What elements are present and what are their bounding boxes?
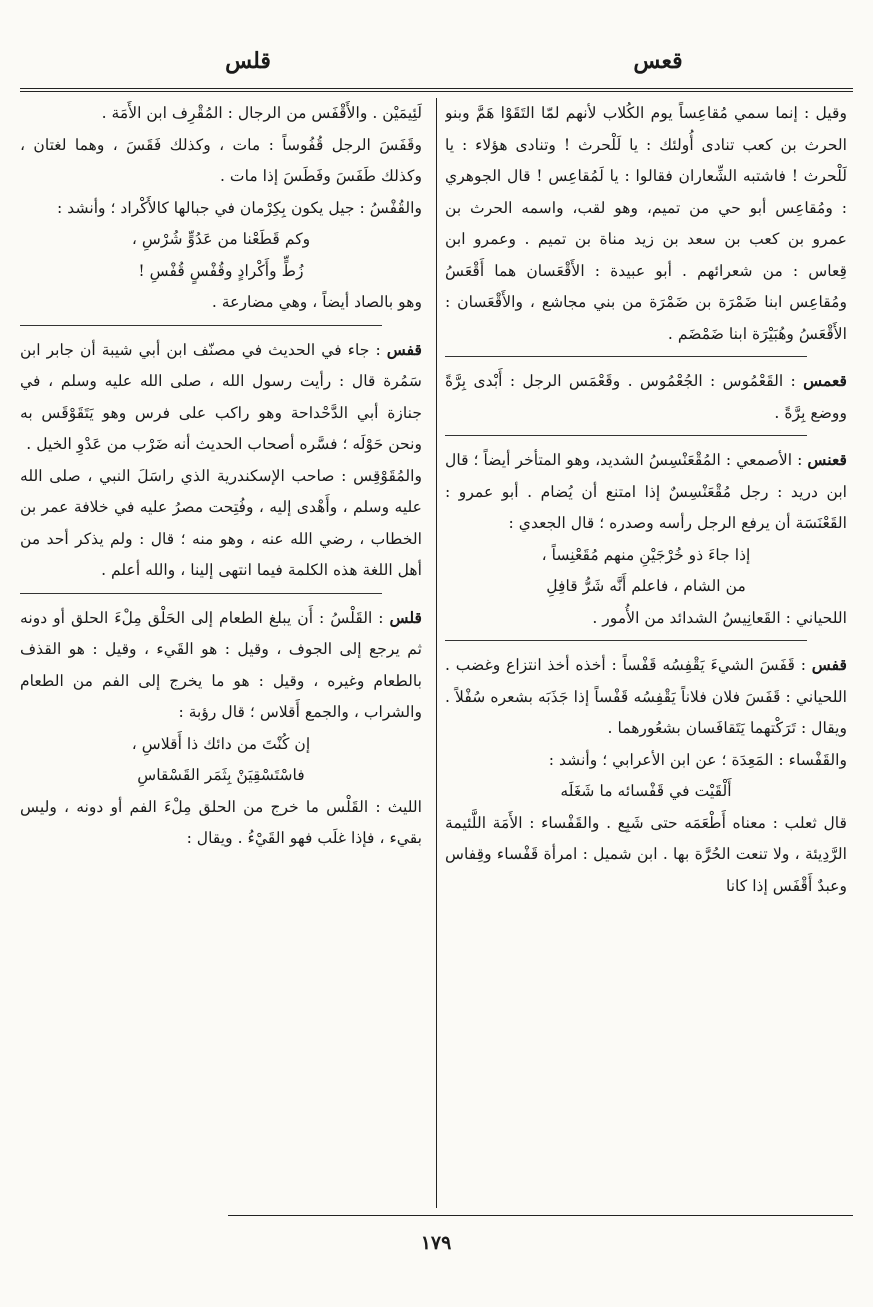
entry-text: : الأصمعي : المُقْعَنْسِسُ الشديد، وهو المتأخر أيضاً ؛ قال ابن دريد : رجل مُقْعَنْسِسٌ إذا امتنع أن يُضام . أبو عمرو : القَعْنَسَة أن يرفع الرجل رأسه وصدره ؛ قال الجعدي :	[445, 451, 847, 532]
verse-line: فاسْتَسْقِيَنْ بِثَمَر القَسْقاسِ	[137, 766, 305, 784]
entry-separator	[20, 593, 382, 594]
running-head-left: قلس	[225, 48, 271, 74]
headword: قعنس	[807, 450, 847, 469]
entry-qanas	[445, 444, 847, 634]
verse-line: وكم قَطَعْنا من عَدُوٍّ شُرْسِ ،	[131, 230, 311, 248]
right-column	[445, 98, 847, 1208]
entry-text: والقُفْسُ : جيل يكون بِكِرْمان في جبالها كالأَكْراد ؛ وأنشد :	[57, 198, 422, 217]
page-number: ١٧٩	[420, 1232, 452, 1254]
headword: قلس	[389, 607, 422, 627]
verse-line: إذا جاءَ ذو خُرْجَيْنِ منهم مُقَعْنِساً ،	[541, 545, 751, 564]
running-head-right: قعس	[633, 48, 683, 74]
headword: قعمس	[803, 371, 847, 390]
header-rule	[20, 88, 853, 89]
entry-qafas-continued	[20, 98, 422, 319]
verse-line: من الشام ، فاعلم أَنَّه شَرُّ قافِلِ	[546, 577, 746, 595]
entry-text: وقيل : إنما سمي مُقاعِساً يوم الكُلاب لأنهم لمّا التَقَوْا هَمَّ وبنو الحرث بن كعب تنادى أُولئك : يا لَلْحرث ! وتنادى هؤلاء : يا لَلْحرث ! فاشتبه الشِّعاران فقالوا : يا لَمُقاعِس ! قال الجوهري : ومُقاعِس أبو حي من تميم، وهو لقب، واسمه الحرث بن عمرو بن كعب بن سعد بن زيد مناة بن تميم . وعمرو ابن قِعاس : من شعرائهم . أبو عبيدة : الأَقْعَسان هما أَقْعَسُ ومُقاعِس ابنا ضَمْرَة بن ضَمْرَة من بني مجاشع ، والأَقْعَسان : الأَقْعَسُ وهُبَيْرَة ابنا ضَمْضَم .	[445, 104, 847, 343]
left-column	[20, 98, 422, 1208]
verse-line: أَلْقَيْت في قَفْسائه ما شَغَلَه	[560, 782, 732, 800]
column-divider	[436, 98, 437, 1208]
entry-text: والمُقَوْقِس : صاحب الإسكندرية الذي راسَلَ النبي ، صلى الله عليه وسلم ، وأَهْدى إليه ، وفُتِحت مصرُ عليه في خلافة عمر بن الخطاب ، رضي الله عنه ، وهو منه ؛ قال : ولم يذكر أحد من أهل اللغة هذه الكلمة فيما انتهى إلينا ، والله أعلم .	[20, 466, 422, 579]
header-rule-double	[20, 91, 853, 92]
entry-text: لَئِيمَيْن . والأَقْفَس من الرجال : المُقْرِف ابن الأَمَة .	[101, 104, 422, 122]
headword: قفس	[386, 339, 422, 359]
verse-line: إن كُنْتَ من دائك ذا أَقلاسِ ،	[131, 734, 311, 753]
footer-rule	[228, 1215, 853, 1216]
entry-separator	[20, 325, 382, 326]
entry-separator	[445, 356, 807, 357]
entry-text: : القَلْسُ : أَن يبلغ الطعام إلى الحَلْق مِلْءَ الحلق أو دونه ثم يرجع إلى الجوف ، وقيل : هو القَيء ، وقيل : هو القذف بالطعام وغيره ، وقيل : هو ما يخرج إلى الفم من الطعام والشراب ، والجمع أَقلاس ؛ قال رؤبة :	[20, 608, 422, 721]
entry-text: اللحياني : القَعانِيسُ الشدائد من الأُمور .	[592, 608, 847, 627]
entry-text: : القَعْمُوس : الجُعْمُوس . وقَعْمَس الرجل : أَبْدى بِرَّةً ووضع بِرَّةً .	[445, 372, 847, 422]
verse-line: زُطٍّ وأَكْرادٍ وقُفْسٍ قُفْسِ !	[138, 261, 304, 280]
entry-text: والقَفْساء : المَعِدَة ؛ عن ابن الأعرابي ؛ وأنشد :	[548, 750, 847, 769]
entry-text: : جاء في الحديث في مصنّف ابن أبي شيبة أن جابر ابن سَمُرة قال : رأيت رسول الله ، صلى الله عليه وسلم ، في جنازة أبي الدَّحْداحة وهو راكب على فرس وهو يَتَقَوْقَس به ونحن حَوْلَه ؛ فسَّره أصحاب الحديث أنه ضَرْب من عَدْوِ الخيل .	[20, 340, 422, 453]
entry-text: : قَفَسَ الشيءَ يَقْفِسُه قَفْساً : أخذه أخذ انتزاع وغضب . اللحياني : قَفَسَ فلان فلاناً يَقْفِسُه قَفْساً إذا جَذَبَه بشعره سُفْلاً . ويقال : تَرَكْتهما يَتَقافَسان بشعُورهما .	[445, 656, 847, 737]
entry-separator	[445, 435, 807, 436]
entry-text: قال ثعلب : معناه أَطْعَمَه حتى شَبِع . والقَفْساء : الأَمَة اللَّئيمة الرَّدِيئة ، ولا تنعت الحُرَّة بها . ابن شميل : امرأة قَفْساء وقِفاس وعبدٌ أَقْفَس إذا كانا	[445, 813, 847, 895]
entry-separator	[445, 640, 807, 641]
entry-text: وهو بالصاد أيضاً ، وهي مضارعة .	[211, 293, 422, 311]
entry-text: الليث : القَلْس ما خرج من الحلق مِلْءَ الفم أو دونه ، وليس بقيء ، فإذا غلَب فهو القَيْءُ . ويقال :	[20, 797, 422, 847]
entry-qamas	[445, 365, 847, 429]
entry-text: وقَفَسَ الرجل قُفُوساً : مات ، وكذلك فَقَسَ ، وهما لغتان ، وكذلك طَفَسَ وفَطَسَ إذا مات .	[20, 135, 422, 185]
entry-qas-continued	[445, 98, 847, 350]
headword: قفس	[811, 655, 847, 674]
entry-qafas	[445, 649, 847, 902]
entry-qalas	[20, 602, 422, 855]
entry-qafas-2	[20, 334, 422, 587]
